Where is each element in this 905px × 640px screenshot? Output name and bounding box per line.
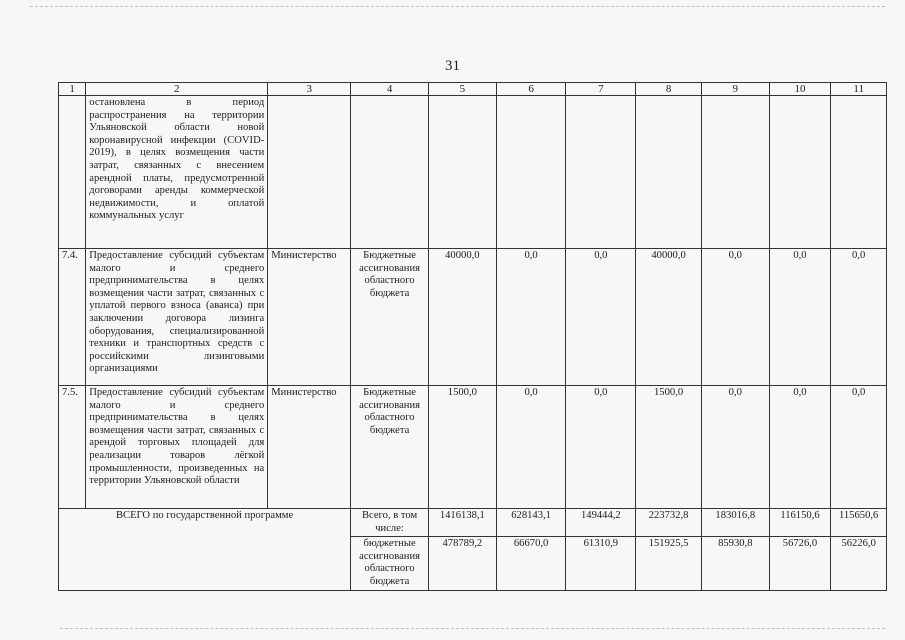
- col-header: 4: [351, 83, 429, 96]
- total-budget-label: бюджетные ассигнования областного бюджета: [351, 537, 429, 590]
- value-cell: 0,0: [769, 386, 831, 509]
- budget-value: 66670,0: [496, 537, 566, 590]
- measure-description: Предоставление субсидий субъектам малого и среднего предпринимательства в целях возмещения части затрат, связанных с уплатой первого взноса (аванса) при заключении договора лизинга оборудования, специализированной техники и транспортных средств с российскими лизинговыми организациями: [86, 249, 268, 386]
- col-header: 1: [59, 83, 86, 96]
- column-number-row: [59, 83, 887, 96]
- col-header: 11: [831, 83, 887, 96]
- value-cell: [769, 96, 831, 249]
- col-header: 6: [496, 83, 566, 96]
- value-cell: 0,0: [769, 249, 831, 386]
- value-cell: 40000,0: [428, 249, 496, 386]
- funding-source: Бюджетные ассигнования областного бюджета: [351, 386, 429, 509]
- page-number: 31: [445, 58, 460, 74]
- value-cell: [831, 96, 887, 249]
- value-cell: 0,0: [496, 249, 566, 386]
- measure-description: Предоставление субсидий субъектам малого и среднего предпринимательства в целях возмещения части затрат, связанных с арендой торговых площадей для реализации товаров лёгкой промышленности, произведенных на территории Ульяновской области: [86, 386, 268, 509]
- total-value: 115650,6: [831, 509, 887, 537]
- col-header: 9: [701, 83, 769, 96]
- value-cell: 40000,0: [636, 249, 702, 386]
- row-number: 7.4.: [59, 249, 86, 386]
- total-all-label: Всего, в том числе:: [351, 509, 429, 537]
- value-cell: [428, 96, 496, 249]
- total-value: 628143,1: [496, 509, 566, 537]
- total-value: 183016,8: [701, 509, 769, 537]
- col-header: 10: [769, 83, 831, 96]
- value-cell: [566, 96, 636, 249]
- executor: Министерство: [268, 386, 351, 509]
- col-header: 8: [636, 83, 702, 96]
- value-cell: 0,0: [566, 386, 636, 509]
- col-header: 2: [86, 83, 268, 96]
- executor-cell: [268, 96, 351, 249]
- col-header: 7: [566, 83, 636, 96]
- budget-value: 56226,0: [831, 537, 887, 590]
- total-label: ВСЕГО по государственной программе: [59, 509, 351, 591]
- scan-artifact-bottom: [60, 628, 885, 630]
- col-header: 5: [428, 83, 496, 96]
- table-row-continuation: [59, 96, 887, 249]
- budget-value: 85930,8: [701, 537, 769, 590]
- value-cell: 0,0: [566, 249, 636, 386]
- program-table: [58, 82, 887, 591]
- value-cell: 0,0: [831, 386, 887, 509]
- row-number: 7.5.: [59, 386, 86, 509]
- funding-source: Бюджетные ассигнования областного бюджета: [351, 249, 429, 386]
- value-cell: [496, 96, 566, 249]
- value-cell: 1500,0: [636, 386, 702, 509]
- executor: Министерство: [268, 249, 351, 386]
- table-row-7-5: [59, 386, 887, 509]
- table-row-7-4: [59, 249, 887, 386]
- value-cell: 0,0: [701, 249, 769, 386]
- value-cell: 0,0: [831, 249, 887, 386]
- total-value: 223732,8: [636, 509, 702, 537]
- col-header: 3: [268, 83, 351, 96]
- total-value: 149444,2: [566, 509, 636, 537]
- measure-description: остановлена в период распространения на территории Ульяновской области новой коронавирусной инфекции (COVID-2019), в целях возмещения части затрат, связанных с внесением арендной платы, предусмотренной договорами аренды коммерческой недвижимости, и оплатой коммунальных услуг: [86, 96, 268, 249]
- scan-artifact-top: [30, 6, 885, 8]
- total-value: 116150,6: [769, 509, 831, 537]
- row-number-cell: [59, 96, 86, 249]
- total-value: 1416138,1: [428, 509, 496, 537]
- value-cell: 0,0: [496, 386, 566, 509]
- source-cell: [351, 96, 429, 249]
- budget-value: 151925,5: [636, 537, 702, 590]
- value-cell: 1500,0: [428, 386, 496, 509]
- budget-value: 61310,9: [566, 537, 636, 590]
- budget-value: 56726,0: [769, 537, 831, 590]
- value-cell: [701, 96, 769, 249]
- budget-value: 478789,2: [428, 537, 496, 590]
- value-cell: [636, 96, 702, 249]
- total-row-all: [59, 509, 887, 537]
- value-cell: 0,0: [701, 386, 769, 509]
